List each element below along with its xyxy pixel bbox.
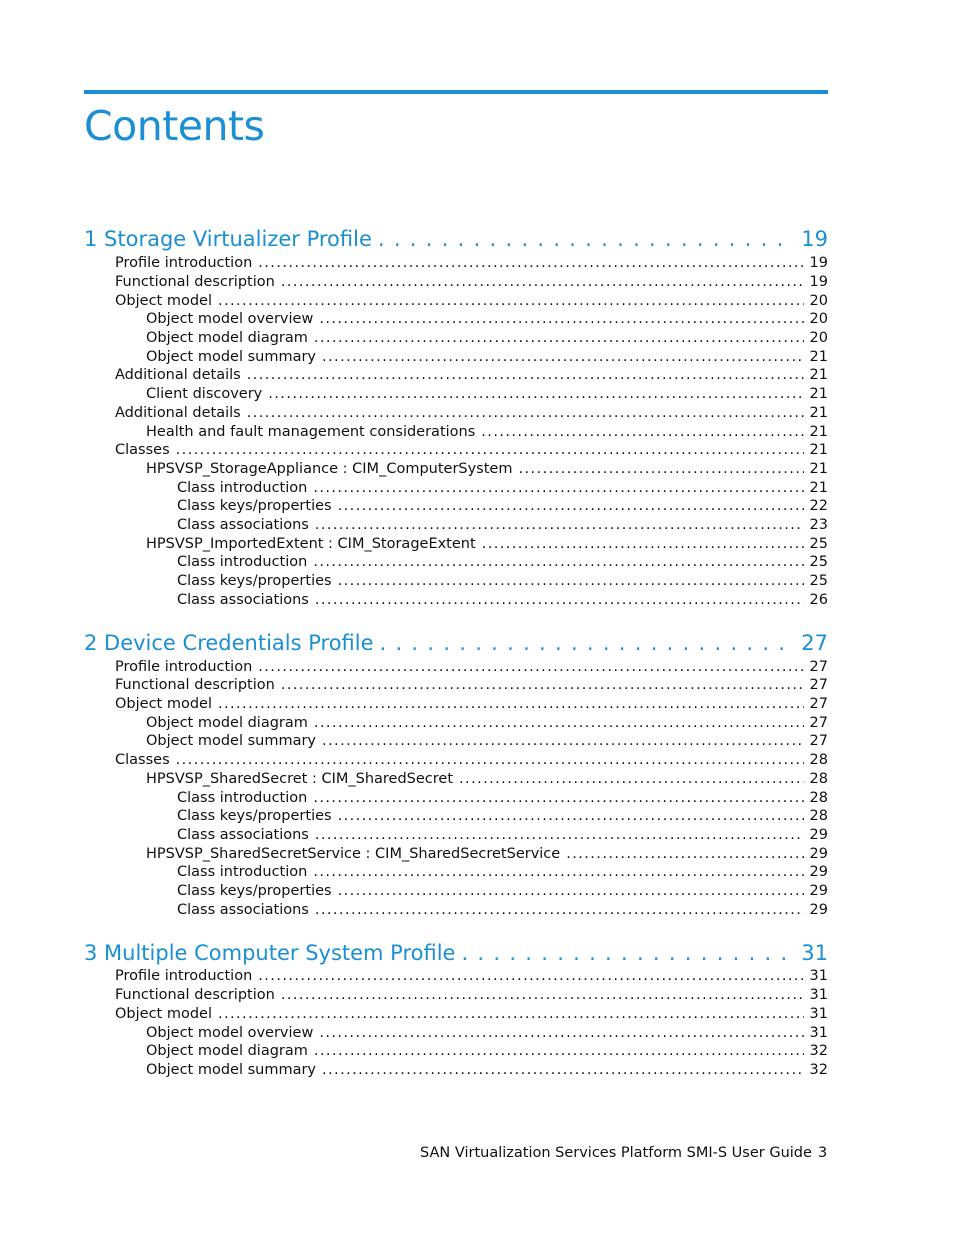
dot-leader xyxy=(314,714,804,733)
dot-leader xyxy=(281,676,804,695)
toc-entry[interactable] xyxy=(177,789,828,808)
toc-entry-text: Client discovery xyxy=(146,386,263,402)
toc-entry-text: HPSVSP_StorageAppliance : CIM_ComputerSystem xyxy=(146,461,513,477)
toc-entry[interactable] xyxy=(115,967,828,986)
toc-entry-text: Class associations xyxy=(177,517,309,533)
toc-entry[interactable] xyxy=(115,441,828,460)
toc-entry[interactable] xyxy=(177,807,828,826)
toc-entry-text: 3 Multiple Computer System Profile xyxy=(84,941,456,965)
toc-entry-text: Class associations xyxy=(177,902,309,918)
toc-entry-text: Functional description xyxy=(115,274,275,290)
toc-entry-text: Class introduction xyxy=(177,864,308,880)
dot-leader xyxy=(319,310,803,329)
toc-entry-text: Functional description xyxy=(115,677,275,693)
dot-leader xyxy=(176,751,804,770)
toc-entry[interactable] xyxy=(146,1061,828,1080)
toc-entry-text: Profile introduction xyxy=(115,659,253,675)
dot-leader xyxy=(481,423,803,442)
dot-leader xyxy=(218,695,804,714)
toc-page-number: 20 xyxy=(809,293,828,309)
dot-leader xyxy=(319,1024,803,1043)
toc-page-number: 21 xyxy=(809,386,828,402)
footer-page-number: 3 xyxy=(818,1145,828,1161)
dot-leader xyxy=(258,967,803,986)
toc-entry[interactable] xyxy=(115,1005,828,1024)
toc-entry[interactable] xyxy=(115,658,828,677)
toc-page-number: 19 xyxy=(809,255,828,271)
toc-page-number: 19 xyxy=(801,227,828,251)
toc-entry[interactable] xyxy=(146,714,828,733)
dot-leader xyxy=(218,292,804,311)
toc-entry-text: Object model summary xyxy=(146,349,317,365)
toc-page-number: 21 xyxy=(809,461,828,477)
toc-entry[interactable] xyxy=(146,732,828,751)
toc-page-number: 27 xyxy=(809,659,828,675)
toc-entry-text: Class introduction xyxy=(177,790,308,806)
toc-page-number: 29 xyxy=(809,864,828,880)
dot-leader xyxy=(518,460,803,479)
toc-entry[interactable] xyxy=(177,882,828,901)
toc-entry-text: Class keys/properties xyxy=(177,883,332,899)
toc-page-number: 28 xyxy=(809,808,828,824)
dot-leader xyxy=(322,348,804,367)
toc-page-number: 27 xyxy=(809,715,828,731)
toc-entry-text: Object model xyxy=(115,1006,212,1022)
toc-entry-text: Classes xyxy=(115,442,170,458)
toc-page-number: 21 xyxy=(809,424,828,440)
toc-entry-text: Profile introduction xyxy=(115,968,253,984)
toc-entry-text: Class associations xyxy=(177,827,309,843)
toc-page-number: 21 xyxy=(809,349,828,365)
toc-entry[interactable] xyxy=(115,273,828,292)
toc-page-number: 27 xyxy=(801,631,828,655)
toc-entry-text: Object model diagram xyxy=(146,715,308,731)
toc-page-number: 31 xyxy=(809,1006,828,1022)
toc-entry[interactable] xyxy=(146,1042,828,1061)
toc-page-number: 31 xyxy=(809,987,828,1003)
toc-page-number: 28 xyxy=(809,790,828,806)
toc-entry-text: Object model summary xyxy=(146,733,317,749)
toc-page-number: 31 xyxy=(809,968,828,984)
dot-leader xyxy=(314,329,804,348)
toc-entry[interactable] xyxy=(146,1024,828,1043)
toc-entry-text: Object model overview xyxy=(146,311,314,327)
toc-entry[interactable] xyxy=(146,329,828,348)
toc-page-number: 31 xyxy=(801,941,828,965)
toc-page-number: 23 xyxy=(809,517,828,533)
dot-leader xyxy=(338,807,804,826)
toc-entry-text: Object model overview xyxy=(146,1025,314,1041)
toc-page-number: 27 xyxy=(809,733,828,749)
dot-leader xyxy=(459,770,804,789)
toc-entry-text: Class keys/properties xyxy=(177,573,332,589)
dot-leader xyxy=(380,630,796,656)
toc-page-number: 21 xyxy=(809,442,828,458)
toc-entry-text: Functional description xyxy=(115,987,275,1003)
dot-leader xyxy=(313,479,803,498)
toc-page-number: 25 xyxy=(809,536,828,552)
toc-chapter[interactable] xyxy=(84,226,828,252)
dot-leader xyxy=(315,826,804,845)
toc-entry[interactable] xyxy=(146,348,828,367)
dot-leader xyxy=(281,273,804,292)
dot-leader xyxy=(247,404,804,423)
toc-entry[interactable] xyxy=(146,535,828,554)
toc-entry[interactable] xyxy=(115,695,828,714)
toc-page-number: 29 xyxy=(809,846,828,862)
toc-entry-text: HPSVSP_SharedSecret : CIM_SharedSecret xyxy=(146,771,454,787)
toc-entry[interactable] xyxy=(115,292,828,311)
dot-leader xyxy=(378,226,795,252)
toc-entry[interactable] xyxy=(115,366,828,385)
toc-entry-text: 2 Device Credentials Profile xyxy=(84,631,374,655)
toc-entry-text: Class keys/properties xyxy=(177,498,332,514)
dot-leader xyxy=(247,366,804,385)
toc-entry-text: Additional details xyxy=(115,367,241,383)
toc-entry[interactable] xyxy=(115,986,828,1005)
toc-entry[interactable] xyxy=(177,572,828,591)
toc-chapter[interactable] xyxy=(84,940,828,966)
dot-leader xyxy=(281,986,804,1005)
toc-page-number: 21 xyxy=(809,480,828,496)
toc-entry-text: Object model diagram xyxy=(146,330,308,346)
toc-page-number: 25 xyxy=(809,554,828,570)
toc-entry[interactable] xyxy=(177,826,828,845)
dot-leader xyxy=(258,658,803,677)
dot-leader xyxy=(322,732,804,751)
toc-page-number: 27 xyxy=(809,696,828,712)
toc-page-number: 19 xyxy=(809,274,828,290)
toc-entry-text: Class associations xyxy=(177,592,309,608)
footer-guide-title: SAN Virtualization Services Platform SMI-S User Guide xyxy=(420,1145,812,1161)
toc-entry[interactable] xyxy=(146,385,828,404)
toc-entry[interactable] xyxy=(146,460,828,479)
dot-leader xyxy=(338,497,804,516)
toc-page-number: 32 xyxy=(809,1062,828,1078)
dot-leader xyxy=(313,789,803,808)
dot-leader xyxy=(314,1042,804,1061)
dot-leader xyxy=(315,901,804,920)
toc-entry-text: Classes xyxy=(115,752,170,768)
toc-page-number: 28 xyxy=(809,771,828,787)
toc-entry-text: Object model xyxy=(115,293,212,309)
dot-leader xyxy=(566,845,803,864)
toc-entry-text: Additional details xyxy=(115,405,241,421)
toc-entry-text: Profile introduction xyxy=(115,255,253,271)
toc-entry-text: 1 Storage Virtualizer Profile xyxy=(84,227,372,251)
toc-entry[interactable] xyxy=(146,423,828,442)
dot-leader xyxy=(315,591,804,610)
toc-page-number: 28 xyxy=(809,752,828,768)
toc-page-number: 20 xyxy=(809,311,828,327)
toc-page-number: 32 xyxy=(809,1043,828,1059)
toc-page-number: 21 xyxy=(809,367,828,383)
toc-page-number: 31 xyxy=(809,1025,828,1041)
toc-entry-text: Object model diagram xyxy=(146,1043,308,1059)
dot-leader xyxy=(322,1061,804,1080)
toc-entry[interactable] xyxy=(115,676,828,695)
toc-entry[interactable] xyxy=(177,516,828,535)
toc-page-number: 29 xyxy=(809,883,828,899)
toc-entry[interactable] xyxy=(177,497,828,516)
toc-page-number: 27 xyxy=(809,677,828,693)
toc-page-number: 29 xyxy=(809,902,828,918)
page-title: Contents xyxy=(84,102,265,150)
dot-leader xyxy=(482,535,804,554)
toc-entry[interactable] xyxy=(146,770,828,789)
toc-entry[interactable] xyxy=(177,479,828,498)
dot-leader xyxy=(315,516,804,535)
toc-entry[interactable] xyxy=(115,404,828,423)
toc-entry-text: HPSVSP_ImportedExtent : CIM_StorageExtent xyxy=(146,536,476,552)
toc-entry[interactable] xyxy=(177,901,828,920)
toc-entry-text: Health and fault management considerations xyxy=(146,424,476,440)
toc-entry-text: Class introduction xyxy=(177,554,308,570)
dot-leader xyxy=(461,940,795,966)
dot-leader xyxy=(176,441,804,460)
toc-entry[interactable] xyxy=(146,845,828,864)
toc-page-number: 29 xyxy=(809,827,828,843)
dot-leader xyxy=(338,882,804,901)
toc-entry[interactable] xyxy=(177,863,828,882)
dot-leader xyxy=(313,553,803,572)
toc-page-number: 25 xyxy=(809,573,828,589)
toc-chapter[interactable] xyxy=(84,630,828,656)
toc-entry-text: Object model summary xyxy=(146,1062,317,1078)
toc-entry[interactable] xyxy=(115,254,828,273)
title-rule xyxy=(84,90,828,94)
dot-leader xyxy=(313,863,803,882)
toc-entry-text: HPSVSP_SharedSecretService : CIM_SharedSecretService xyxy=(146,846,561,862)
toc-entry-text: Class keys/properties xyxy=(177,808,332,824)
dot-leader xyxy=(338,572,804,591)
toc-page-number: 20 xyxy=(809,330,828,346)
toc-page-number: 26 xyxy=(809,592,828,608)
toc-entry-text: Class introduction xyxy=(177,480,308,496)
toc-entry[interactable] xyxy=(146,310,828,329)
toc-entry-text: Object model xyxy=(115,696,212,712)
toc-entry[interactable] xyxy=(115,751,828,770)
dot-leader xyxy=(218,1005,804,1024)
toc-page-number: 21 xyxy=(809,405,828,421)
toc-entry[interactable] xyxy=(177,591,828,610)
toc-page-number: 22 xyxy=(809,498,828,514)
dot-leader xyxy=(258,254,803,273)
dot-leader xyxy=(268,385,803,404)
toc-entry[interactable] xyxy=(177,553,828,572)
